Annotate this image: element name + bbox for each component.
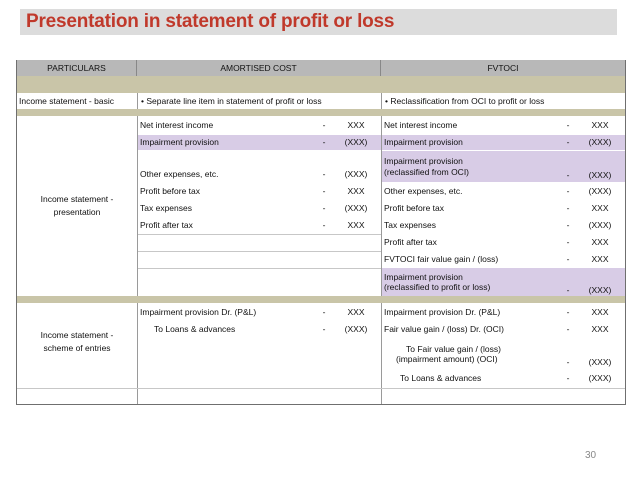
row-dash: - — [566, 237, 570, 248]
row-value: (XXX) — [344, 169, 368, 180]
table-row — [382, 184, 625, 199]
row-divider — [138, 268, 381, 269]
header-fvtoci: FVTOCI — [487, 63, 519, 73]
table-row — [138, 305, 381, 320]
row-dash: - — [566, 186, 570, 197]
row-dash: - — [566, 356, 570, 367]
basic-amortised: • Separate line item in statement of profit or loss — [141, 96, 322, 106]
row-dash: - — [322, 203, 326, 214]
table-row — [138, 135, 381, 150]
table-header — [17, 60, 625, 76]
row-label: Net interest income — [384, 120, 458, 131]
row-divider — [17, 388, 625, 389]
row-label — [382, 151, 561, 182]
row-label: Net interest income — [140, 120, 214, 131]
row-label: Profit before tax — [384, 203, 445, 214]
row-label: Other expenses, etc. — [384, 186, 463, 197]
row-label: Profit before tax — [140, 186, 201, 197]
row-label-line: Impairment provision — [384, 271, 463, 282]
row-value: (XXX) — [588, 137, 612, 148]
row-value: (XXX) — [344, 137, 368, 148]
page-number: 30 — [585, 450, 597, 461]
row-value: XXX — [591, 307, 609, 318]
presentation-label — [17, 194, 137, 217]
table-row — [382, 339, 625, 369]
row-value: (XXX) — [588, 169, 612, 180]
table-row — [382, 252, 625, 267]
row-divider — [138, 234, 381, 235]
row-value: (XXX) — [588, 373, 612, 384]
row-value: (XXX) — [588, 220, 612, 231]
table-row — [382, 135, 625, 150]
row-label: Other expenses, etc. — [140, 169, 219, 180]
basic-fvtoci: • Reclassification from OCI to profit or loss — [385, 96, 545, 106]
table-row — [382, 268, 625, 296]
table-row — [382, 305, 625, 320]
column-divider — [137, 93, 138, 109]
row-label: Impairment provision Dr. (P&L) — [140, 307, 257, 318]
row-dash: - — [566, 373, 570, 384]
row-dash: - — [566, 169, 570, 180]
row-dash: - — [566, 307, 570, 318]
header-amortised-cost: AMORTISED COST — [137, 60, 381, 76]
table-row — [138, 167, 381, 182]
row-value: (XXX) — [344, 324, 368, 335]
title-bar — [20, 9, 617, 35]
table-row — [382, 218, 625, 233]
row-label: Profit after tax — [140, 220, 193, 231]
row-dash: - — [322, 120, 326, 131]
table-row — [382, 371, 625, 386]
row-label: Impairment provision — [140, 137, 219, 148]
table-row — [138, 118, 381, 133]
row-dash: - — [322, 324, 326, 335]
table-row — [382, 151, 625, 182]
table-row — [382, 201, 625, 216]
row-label-line: To Fair value gain / (loss) — [406, 343, 501, 354]
row-dash: - — [566, 324, 570, 335]
row-dash: - — [322, 186, 326, 197]
row-label: Profit after tax — [384, 237, 437, 248]
row-label: Tax expenses — [140, 203, 192, 214]
row-value: (XXX) — [344, 203, 368, 214]
row-value: (XXX) — [588, 284, 612, 295]
table-row — [382, 322, 625, 337]
row-label: Fair value gain / (loss) Dr. (OCI) — [384, 324, 504, 335]
table-row — [138, 322, 381, 337]
table-row — [382, 118, 625, 133]
row-value: XXX — [591, 237, 609, 248]
column-divider — [381, 93, 382, 109]
row-label: To Loans & advances — [154, 324, 236, 335]
separator-row — [17, 76, 625, 93]
row-dash: - — [566, 284, 570, 295]
presentation-label-line: Income statement - — [40, 194, 114, 204]
entries-label — [17, 330, 137, 353]
row-value: XXX — [591, 324, 609, 335]
row-dash: - — [566, 137, 570, 148]
row-label-line: (impairment amount) (OCI) — [396, 354, 498, 364]
row-value: XXX — [347, 186, 365, 197]
row-value: XXX — [591, 254, 609, 265]
row-label-line: (reclassified to profit or loss) — [384, 282, 491, 292]
separator-row — [17, 109, 625, 116]
row-dash: - — [566, 203, 570, 214]
basic-label: Income statement - basic — [19, 96, 114, 106]
header-particulars: PARTICULARS — [17, 60, 137, 76]
row-label — [382, 339, 561, 369]
row-value: (XXX) — [588, 356, 612, 367]
row-value: (XXX) — [588, 186, 612, 197]
separator-row — [17, 296, 625, 303]
row-dash: - — [566, 254, 570, 265]
row-label: Impairment provision Dr. (P&L) — [384, 307, 501, 318]
row-label-line: Impairment provision — [384, 156, 463, 167]
row-label: Impairment provision — [384, 137, 463, 148]
table-row — [382, 235, 625, 250]
row-label-line: (reclassified from OCI) — [384, 166, 470, 177]
row-dash: - — [566, 220, 570, 231]
row-label — [382, 268, 561, 296]
row-value: XXX — [347, 307, 365, 318]
row-dash: - — [322, 169, 326, 180]
entries-label-line: scheme of entries — [43, 343, 111, 354]
table-row — [138, 201, 381, 216]
row-value: XXX — [347, 120, 365, 131]
row-divider — [138, 251, 381, 252]
table-row — [138, 218, 381, 233]
table-row — [138, 184, 381, 199]
row-value: XXX — [591, 203, 609, 214]
row-dash: - — [322, 307, 326, 318]
presentation-label-line: presentation — [53, 207, 101, 218]
row-label: To Loans & advances — [400, 373, 482, 384]
presentation-table — [16, 60, 626, 405]
row-label: Tax expenses — [384, 220, 436, 231]
row-value: XXX — [347, 220, 365, 231]
row-dash: - — [322, 137, 326, 148]
row-value: XXX — [591, 120, 609, 131]
row-dash: - — [322, 220, 326, 231]
row-dash: - — [566, 120, 570, 131]
page-title: Presentation in statement of profit or loss — [26, 11, 395, 32]
row-label: FVTOCI fair value gain / (loss) — [384, 254, 499, 265]
entries-label-line: Income statement - — [40, 330, 114, 340]
